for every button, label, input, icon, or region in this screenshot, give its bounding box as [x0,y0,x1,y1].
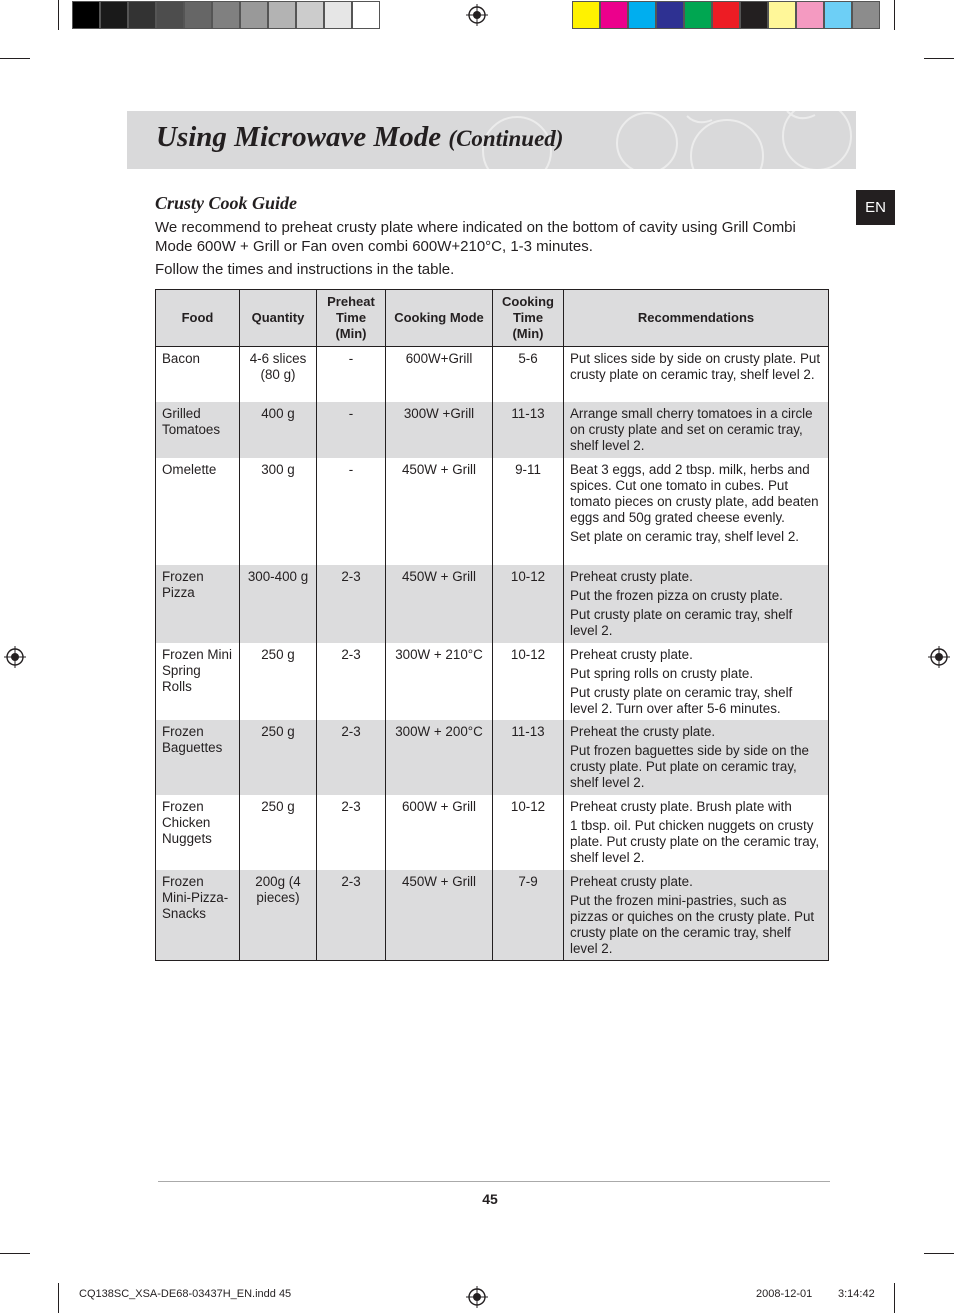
color-swatch [684,1,712,29]
intro-paragraph: We recommend to preheat crusty plate where indicated on the bottom of cavity using Grill Combi Mode 600W + Grill or Fan oven combi 600W+210°C, 1-3 minutes. [155,219,796,255]
recommendations-cell [564,347,829,402]
preheat-cell: - [317,458,386,565]
table-row [156,347,829,402]
table-row [156,643,829,720]
cooking-mode-cell: 450W + Grill [386,870,493,961]
color-swatch [852,1,880,29]
recommendation-line: Set plate on ceramic tray, shelf level 2. [570,528,799,544]
quantity-cell: 300 g [240,458,317,565]
cooking-mode-cell: 600W + Grill [386,795,493,870]
print-date: 2008-12-01 [756,1288,813,1300]
crusty-cook-table [155,289,829,961]
recommendations-cell [564,643,829,720]
quantity-cell: 250 g [240,720,317,795]
food-cell: Grilled Tomatoes [156,402,240,458]
section-heading: Crusty Cook Guide [155,193,298,213]
cooking-mode-cell: 300W + 200°C [386,720,493,795]
table-row [156,795,829,870]
cooking-time-cell: 7-9 [493,870,564,961]
registration-mark-icon [466,1286,488,1308]
color-swatch [628,1,656,29]
color-swatch [656,1,684,29]
cooking-time-cell: 10-12 [493,795,564,870]
footer-divider [158,1181,830,1182]
food-cell: Frozen Baguettes [156,720,240,795]
recommendation-line: Put frozen baguettes side by side on the crusty plate. Put plate on ceramic tray, shelf level 2. [570,742,809,790]
crop-mark [894,1283,895,1313]
quantity-cell: 250 g [240,795,317,870]
cooking-mode-cell: 450W + Grill [386,458,493,565]
gray-swatch [72,1,100,29]
recommendations-cell [564,402,829,458]
crop-mark [0,58,30,59]
gray-swatch [156,1,184,29]
recommendations-cell [564,458,829,565]
cooking-time-cell: 9-11 [493,458,564,565]
preheat-cell: 2-3 [317,565,386,643]
table-row [156,720,829,795]
gray-swatch [352,1,380,29]
cooking-mode-cell: 300W + 210°C [386,643,493,720]
cooking-time-cell: 5-6 [493,347,564,402]
recommendation-line: Preheat crusty plate. [570,646,693,662]
column-header: Cooking Time (Min) [493,290,564,347]
column-header: Cooking Mode [386,290,493,347]
registration-mark-icon [466,4,488,26]
table-row [156,402,829,458]
recommendation-line: Put the frozen pizza on crusty plate. [570,587,783,603]
gray-swatch [296,1,324,29]
registration-mark-icon [928,646,950,668]
crop-mark [924,1253,954,1254]
page-number: 45 [482,1191,498,1207]
recommendations-cell [564,565,829,643]
preheat-cell: 2-3 [317,870,386,961]
recommendation-line: Preheat crusty plate. [570,568,693,584]
table-row [156,870,829,961]
table-row [156,565,829,643]
instruction-paragraph: Follow the times and instructions in the table. [155,261,455,278]
column-header: Preheat Time (Min) [317,290,386,347]
cooking-mode-cell: 450W + Grill [386,565,493,643]
recommendation-line: Preheat crusty plate. [570,873,693,889]
crop-mark [58,0,59,30]
column-header: Food [156,290,240,347]
crop-mark [58,1283,59,1313]
color-swatch [824,1,852,29]
gray-swatch [268,1,296,29]
preheat-cell: - [317,347,386,402]
cooking-mode-cell: 300W +Grill [386,402,493,458]
food-cell: Bacon [156,347,240,402]
recommendation-line: Preheat crusty plate. Brush plate with [570,798,792,814]
preheat-cell: 2-3 [317,720,386,795]
column-header: Recommendations [564,290,829,347]
registration-mark-icon [4,646,26,668]
color-swatch [768,1,796,29]
color-swatch [796,1,824,29]
table-row [156,458,829,565]
crop-mark [924,58,954,59]
quantity-cell: 300-400 g [240,565,317,643]
recommendation-line: Put crusty plate on ceramic tray, shelf level 2. [570,606,793,638]
color-swatch [572,1,600,29]
quantity-cell: 200g (4 pieces) [240,870,317,961]
recommendation-line: Arrange small cherry tomatoes in a circle on crusty plate and set on ceramic tray, shelf level 2. [570,405,813,453]
recommendation-line: Put the frozen mini-pastries, such as pizzas or quiches on the crusty plate. Put crusty plate on the ceramic tray, shelf level 2. [570,892,815,956]
recommendation-line: Preheat the crusty plate. [570,723,716,739]
cooking-time-cell: 11-13 [493,402,564,458]
quantity-cell: 400 g [240,402,317,458]
recommendation-line: Beat 3 eggs, add 2 tbsp. milk, herbs and spices. Cut one tomato in cubes. Put tomato pieces on crusty plate, add beaten eggs and 50g grated cheese evenly. [570,461,819,525]
cooking-time-cell: 10-12 [493,643,564,720]
recommendations-cell [564,720,829,795]
preheat-cell: - [317,402,386,458]
quantity-cell: 250 g [240,643,317,720]
cooking-time-cell: 10-12 [493,565,564,643]
file-name-slug: CQ138SC_XSA-DE68-03437H_EN.indd 45 [79,1288,292,1300]
page-title: Using Microwave Mode (Continued) [156,121,564,153]
quantity-cell: 4-6 slices (80 g) [240,347,317,402]
recommendation-line: 1 tbsp. oil. Put chicken nuggets on crusty plate. Put crusty plate on the ceramic tray, shelf level 2. [570,817,820,865]
recommendations-cell [564,870,829,961]
crop-mark [894,0,895,30]
recommendations-cell [564,795,829,870]
column-header: Quantity [240,290,317,347]
food-cell: Frozen Pizza [156,565,240,643]
crop-mark [0,1253,30,1254]
gray-swatch [128,1,156,29]
food-cell: Frozen Mini Spring Rolls [156,643,240,720]
preheat-cell: 2-3 [317,643,386,720]
cooking-time-cell: 11-13 [493,720,564,795]
food-cell: Frozen Mini-Pizza-Snacks [156,870,240,961]
recommendation-line: Put crusty plate on ceramic tray, shelf level 2. Turn over after 5-6 minutes. [570,684,793,716]
color-swatch [740,1,768,29]
food-cell: Frozen Chicken Nuggets [156,795,240,870]
gray-swatch [324,1,352,29]
gray-swatch [100,1,128,29]
language-tab: EN [856,190,895,225]
preheat-cell: 2-3 [317,795,386,870]
gray-swatch [184,1,212,29]
print-time: 3:14:42 [838,1288,875,1300]
color-swatch [600,1,628,29]
food-cell: Omelette [156,458,240,565]
cooking-mode-cell: 600W+Grill [386,347,493,402]
recommendation-line: Put slices side by side on crusty plate. Put crusty plate on ceramic tray, shelf level 2. [570,351,821,382]
gray-swatch [212,1,240,29]
recommendation-line: Put spring rolls on crusty plate. [570,665,754,681]
gray-swatch [240,1,268,29]
color-swatch [712,1,740,29]
page-header-band [127,111,856,169]
